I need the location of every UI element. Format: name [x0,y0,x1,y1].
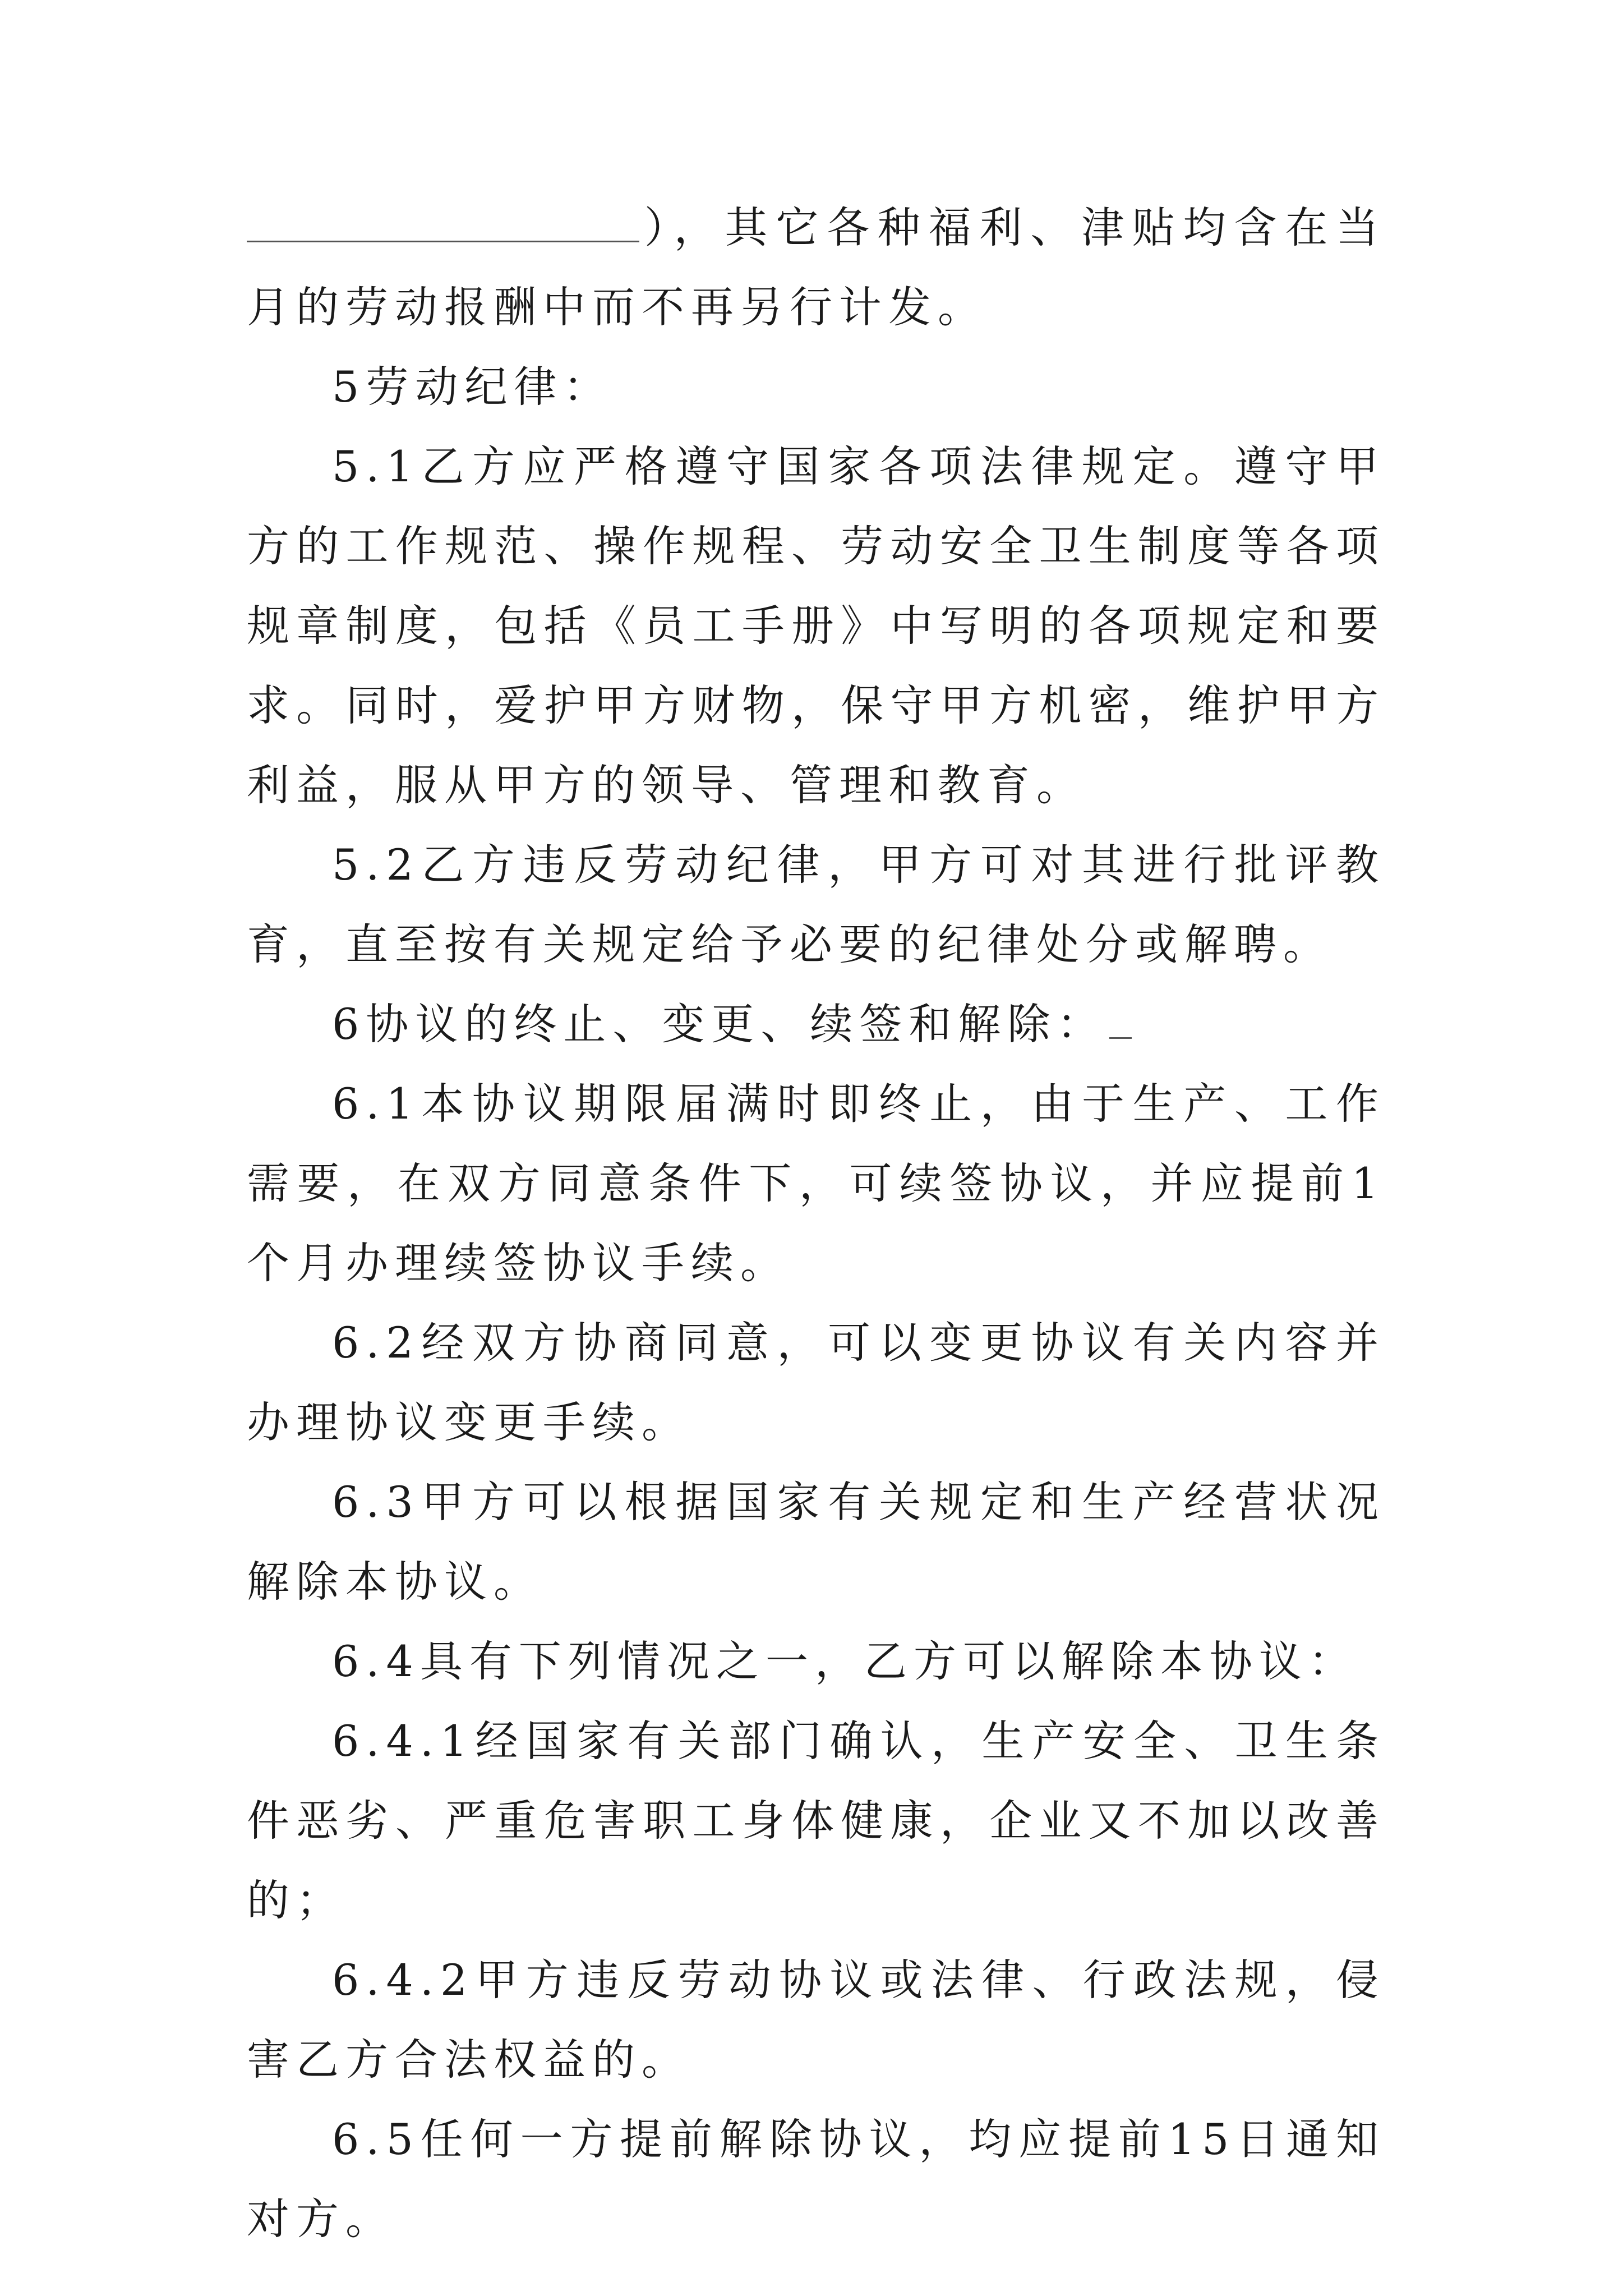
clause-text: 6.1本协议期限届满时即终止，由于生产、工作需要，在双方同意条件下，可续签协议，并应提前1个月办理续签协议手续。 [247,1079,1385,1288]
clause-6-1 [247,1064,1385,1303]
clause-6-3 [247,1462,1385,1622]
fill-in-blank[interactable] [247,201,639,242]
paragraph-wage-continuation [247,188,1385,347]
document-body [247,188,1385,2259]
section-heading-termination [247,984,1385,1064]
clause-6-4 [247,1622,1385,1701]
heading-text: 6协议的终止、变更、续签和解除： [332,999,1106,1049]
heading-text: 5劳动纪律： [332,362,613,412]
clause-5-1 [247,427,1385,825]
clause-5-2 [247,825,1385,984]
clause-6-4-2 [247,1940,1385,2100]
paragraph-text: ），其它各种福利、津贴均含在当月的劳动报酬中而不再另行计发。 [247,203,1385,332]
clause-text: 5.1乙方应严格遵守国家各项法律规定。遵守甲方的工作规范、操作规程、劳动安全卫生制度等各项规章制度，包括《员工手册》中写明的各项规定和要求。同时，爱护甲方财物，保守甲方机密，维护甲方利益，服从甲方的领导、管理和教育。 [247,441,1385,810]
clause-text: 6.5任何一方提前解除协议，均应提前15日通知对方。 [247,2114,1385,2244]
clause-text: 6.4.2甲方违反劳动协议或法律、行政法规，侵害乙方合法权益的。 [247,1955,1385,2085]
clause-text: 6.3甲方可以根据国家有关规定和生产经营状况解除本协议。 [247,1477,1385,1607]
trailing-underline [1109,1004,1132,1039]
clause-6-4-1 [247,1701,1385,1940]
clause-text: 6.4具有下列情况之一，乙方可以解除本协议： [332,1636,1358,1686]
clause-text: 6.2经双方协商同意，可以变更协议有关内容并办理协议变更手续。 [247,1318,1385,1447]
section-heading-labor-discipline [247,347,1385,427]
clause-text: 6.4.1经国家有关部门确认，生产安全、卫生条件恶劣、严重危害职工身体健康，企业又不加以改善的； [247,1716,1385,1925]
clause-text: 5.2乙方违反劳动纪律，甲方可对其进行批评教育，直至按有关规定给予必要的纪律处分或解聘。 [247,840,1385,969]
clause-6-5 [247,2100,1385,2259]
clause-6-2 [247,1303,1385,1462]
